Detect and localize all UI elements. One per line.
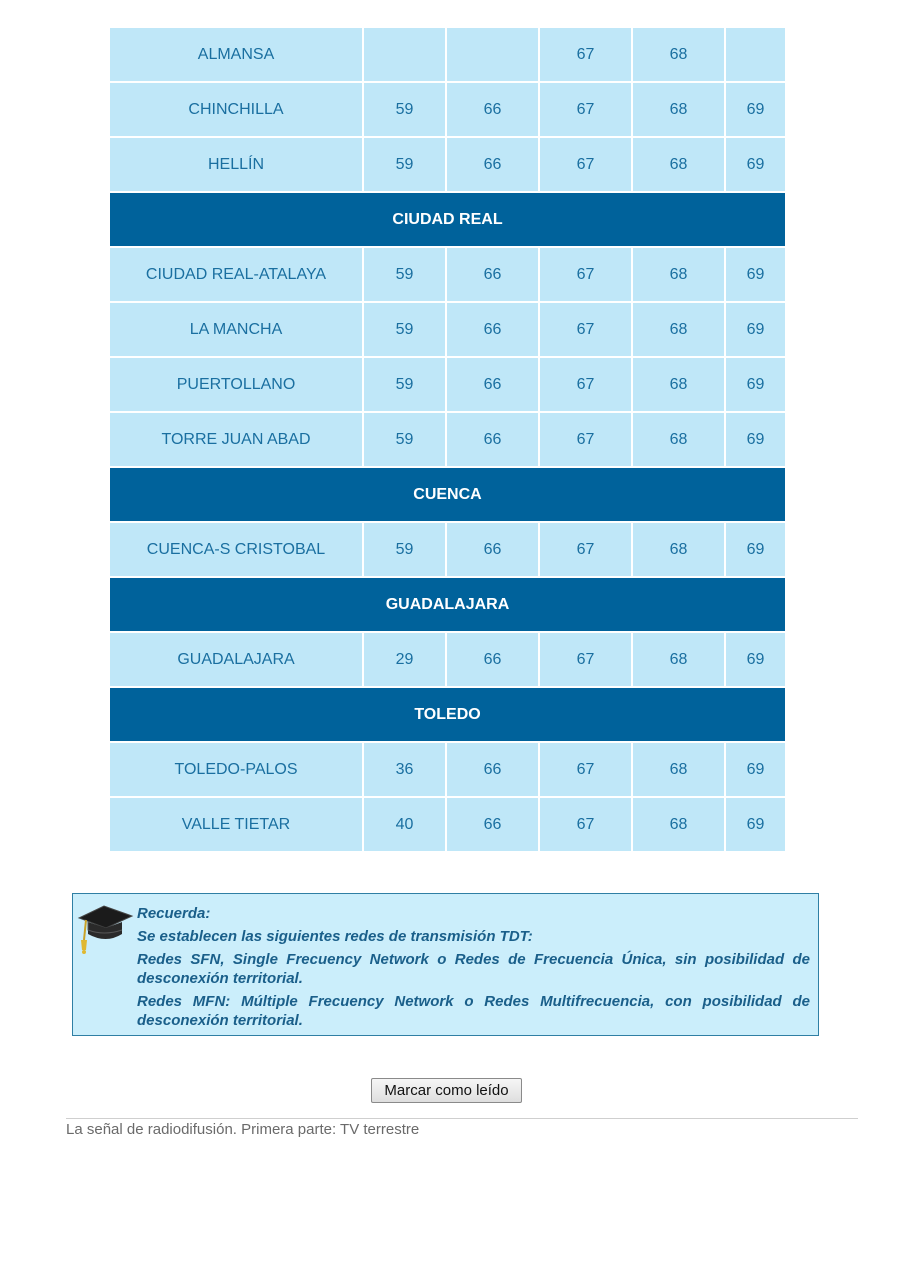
- channel-cell: 68: [632, 632, 725, 687]
- section-row: [109, 577, 786, 632]
- channel-cell: 69: [725, 357, 786, 412]
- channels-table: [108, 26, 787, 853]
- station-name: LA MANCHA: [109, 302, 363, 357]
- channel-cell: 68: [632, 247, 725, 302]
- channel-cell: 59: [363, 82, 446, 137]
- channel-cell: 66: [446, 357, 539, 412]
- station-name: CHINCHILLA: [109, 82, 363, 137]
- channel-cell: 69: [725, 137, 786, 192]
- channel-cell: 66: [446, 247, 539, 302]
- channel-cell: 68: [632, 797, 725, 852]
- channel-cell: 40: [363, 797, 446, 852]
- channel-cell: 67: [539, 27, 632, 82]
- table-row: [109, 27, 786, 82]
- channel-cell: 67: [539, 302, 632, 357]
- table-row: [109, 82, 786, 137]
- channel-cell: 66: [446, 632, 539, 687]
- mark-as-read-button[interactable]: Marcar como leído: [371, 1078, 522, 1103]
- divider: [66, 1118, 858, 1119]
- note-line-1: Se establecen las siguientes redes de transmisión TDT:: [137, 928, 533, 945]
- station-name: ALMANSA: [109, 27, 363, 82]
- table-row: [109, 302, 786, 357]
- channel-cell: 67: [539, 247, 632, 302]
- channel-cell: 66: [446, 742, 539, 797]
- footer-title: La señal de radiodifusión. Primera parte: TV terrestre: [66, 1121, 420, 1138]
- channel-cell: 67: [539, 137, 632, 192]
- section-row: [109, 467, 786, 522]
- table-row: [109, 247, 786, 302]
- channel-cell: 68: [632, 137, 725, 192]
- section-row: [109, 687, 786, 742]
- station-name: PUERTOLLANO: [109, 357, 363, 412]
- section-header: CIUDAD REAL: [109, 192, 786, 247]
- table-row: [109, 412, 786, 467]
- channel-cell: 59: [363, 357, 446, 412]
- channel-cell: 68: [632, 742, 725, 797]
- table-row: [109, 742, 786, 797]
- channel-cell: 59: [363, 247, 446, 302]
- channel-cell: 66: [446, 522, 539, 577]
- channel-cell: 36: [363, 742, 446, 797]
- note-line-3: Redes MFN: Múltiple Frecuency Network o Redes Multifrecuencia, con posibilidad de desconexión territorial.: [137, 993, 810, 1029]
- station-name: TOLEDO-PALOS: [109, 742, 363, 797]
- channel-cell: 67: [539, 357, 632, 412]
- channel-cell: 66: [446, 412, 539, 467]
- channel-cell: 69: [725, 797, 786, 852]
- channel-cell: 68: [632, 82, 725, 137]
- channel-cell: 69: [725, 522, 786, 577]
- channel-cell: 67: [539, 632, 632, 687]
- table-row: [109, 137, 786, 192]
- table-row: [109, 522, 786, 577]
- section-header: CUENCA: [109, 467, 786, 522]
- station-name: VALLE TIETAR: [109, 797, 363, 852]
- station-name: HELLÍN: [109, 137, 363, 192]
- channel-cell: 66: [446, 137, 539, 192]
- station-name: GUADALAJARA: [109, 632, 363, 687]
- channel-cell: 67: [539, 522, 632, 577]
- channel-cell: 69: [725, 632, 786, 687]
- section-row: [109, 192, 786, 247]
- channel-cell: [725, 27, 786, 82]
- channel-cell: 69: [725, 302, 786, 357]
- channel-cell: 66: [446, 302, 539, 357]
- station-name: TORRE JUAN ABAD: [109, 412, 363, 467]
- channel-cell: 59: [363, 522, 446, 577]
- channel-cell: 59: [363, 302, 446, 357]
- channel-cell: 68: [632, 357, 725, 412]
- table-row: [109, 357, 786, 412]
- note-title: Recuerda:: [137, 905, 211, 922]
- note-line-2: Redes SFN, Single Frecuency Network o Redes de Frecuencia Única, sin posibilidad de desconexión territorial.: [137, 951, 810, 987]
- section-header: GUADALAJARA: [109, 577, 786, 632]
- reminder-box: [72, 893, 819, 1036]
- channel-cell: 66: [446, 82, 539, 137]
- channel-cell: 59: [363, 412, 446, 467]
- station-name: CIUDAD REAL-ATALAYA: [109, 247, 363, 302]
- channel-cell: 29: [363, 632, 446, 687]
- channel-cell: 59: [363, 137, 446, 192]
- channel-cell: [446, 27, 539, 82]
- channel-cell: 68: [632, 412, 725, 467]
- channel-cell: 69: [725, 412, 786, 467]
- channel-cell: 68: [632, 27, 725, 82]
- channel-cell: 68: [632, 302, 725, 357]
- channel-cell: 68: [632, 522, 725, 577]
- channel-cell: 66: [446, 797, 539, 852]
- channel-cell: 67: [539, 797, 632, 852]
- station-name: CUENCA-S CRISTOBAL: [109, 522, 363, 577]
- table-row: [109, 797, 786, 852]
- channel-cell: 67: [539, 82, 632, 137]
- channel-cell: [363, 27, 446, 82]
- section-header: TOLEDO: [109, 687, 786, 742]
- channel-cell: 69: [725, 742, 786, 797]
- table-row: [109, 632, 786, 687]
- graduation-cap-icon: [76, 900, 134, 958]
- channel-cell: 69: [725, 247, 786, 302]
- channel-cell: 69: [725, 82, 786, 137]
- channel-cell: 67: [539, 742, 632, 797]
- channel-cell: 67: [539, 412, 632, 467]
